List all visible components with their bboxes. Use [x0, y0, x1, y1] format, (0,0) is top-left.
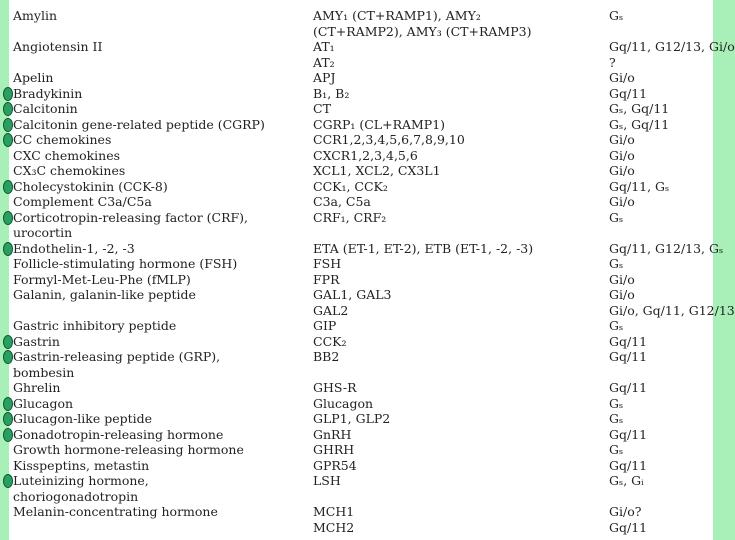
receptor-cell: CCK₁, CCK₂: [313, 178, 388, 194]
receptor-cell: XCL1, XCL2, CX3L1: [313, 163, 441, 178]
ligand-cell: Corticotropin-releasing factor (CRF),: [13, 209, 249, 225]
ligand-cell: Gastrin-releasing peptide (GRP),: [13, 349, 221, 364]
ligand-cell: Endothelin-1, -2, -3: [13, 240, 135, 256]
g-protein-cell: Gi/o?: [609, 504, 642, 519]
receptor-table: [9, 0, 735, 540]
receptor-cell: C3a, C5a: [313, 194, 371, 209]
receptor-cell: LSH: [313, 473, 341, 488]
receptor-cell: FPR: [313, 271, 340, 287]
g-protein-cell: Gi/o: [609, 132, 635, 147]
ligand-cell: urocortin: [13, 225, 73, 240]
g-protein-cell: Gi/o, Gq/11, G12/13: [609, 302, 735, 318]
receptor-cell: GPR54: [313, 457, 357, 473]
ligand-cell: Formyl-Met-Leu-Phe (fMLP): [13, 271, 191, 287]
g-protein-cell: Gi/o: [609, 147, 635, 163]
receptor-cell: CXCR1,2,3,4,5,6: [313, 147, 418, 163]
g-protein-cell: Gi/o: [609, 271, 635, 287]
g-protein-cell: Gq/11: [609, 380, 648, 395]
g-protein-cell: Gₛ, Gᵢ: [609, 473, 644, 488]
receptor-cell: GHS-R: [313, 380, 357, 395]
receptor-cell: CCR1,2,3,4,5,6,7,8,9,10: [313, 132, 465, 147]
highlight-marker: [3, 102, 13, 116]
ligand-cell: Growth hormone-releasing hormone: [13, 442, 244, 457]
ligand-cell: Cholecystokinin (CCK-8): [13, 178, 168, 194]
g-protein-cell: Gₛ, Gq/11: [609, 116, 670, 132]
ligand-cell: Calcitonin: [13, 101, 78, 116]
g-protein-cell: Gₛ, Gq/11: [609, 101, 670, 116]
g-protein-cell: Gₛ: [609, 318, 624, 333]
ligand-cell: Complement C3a/C5a: [13, 194, 152, 209]
ligand-cell: Galanin, galanin-like peptide: [13, 287, 196, 302]
receptor-cell: GAL1, GAL3: [313, 287, 392, 302]
g-protein-cell: Gₛ: [609, 442, 624, 457]
ligand-cell: Amylin: [13, 8, 57, 23]
receptor-cell: GnRH: [313, 426, 352, 442]
receptor-cell: CT: [313, 101, 331, 116]
receptor-cell: ETA (ET-1, ET-2), ETB (ET-1, -2, -3): [313, 240, 534, 256]
highlight-marker: [3, 87, 13, 101]
receptor-cell: B₁, B₂: [313, 85, 350, 101]
g-protein-cell: Gq/11: [609, 426, 648, 442]
receptor-cell: BB2: [313, 349, 340, 364]
g-protein-cell: Gi/o: [609, 70, 635, 85]
receptor-cell: MCH2: [313, 519, 355, 535]
ligand-cell: Calcitonin gene-related peptide (CGRP): [13, 116, 265, 132]
ligand-cell: CX₃C chemokines: [13, 163, 126, 178]
receptor-cell: GLP1, GLP2: [313, 411, 391, 426]
g-protein-cell: Gₛ: [609, 256, 624, 271]
ligand-cell: Glucagon-like peptide: [13, 411, 153, 426]
highlight-marker: [3, 211, 13, 225]
ligand-cell: choriogonadotropin: [13, 488, 139, 504]
highlight-marker: [3, 242, 13, 256]
highlight-marker: [3, 397, 13, 411]
g-protein-cell: Gq/11: [609, 85, 648, 101]
receptor-cell: FSH: [313, 256, 342, 271]
g-protein-cell: Gₛ: [609, 395, 624, 411]
g-protein-cell: Gₛ: [609, 8, 624, 23]
highlight-marker: [3, 428, 13, 442]
g-protein-cell: Gq/11: [609, 333, 648, 349]
ligand-cell: Ghrelin: [13, 380, 61, 395]
receptor-cell: CGRP₁ (CL+RAMP1): [313, 116, 446, 132]
receptor-cell: Glucagon: [313, 395, 374, 411]
receptor-cell: MCH1: [313, 504, 355, 519]
ligand-cell: Gastric inhibitory peptide: [13, 318, 177, 333]
receptor-cell: GHRH: [313, 442, 355, 457]
highlight-marker: [3, 335, 13, 349]
highlight-marker: [3, 133, 13, 147]
receptor-cell: CRF₁, CRF₂: [313, 209, 387, 225]
highlight-marker: [3, 118, 13, 132]
highlight-marker: [3, 412, 13, 426]
g-protein-cell: Gi/o: [609, 194, 635, 209]
ligand-cell: Follicle-stimulating hormone (FSH): [13, 256, 238, 271]
ligand-cell: Angiotensin II: [13, 39, 103, 54]
ligand-cell: Apelin: [13, 70, 54, 85]
receptor-cell: APJ: [313, 70, 336, 85]
g-protein-cell: Gₛ: [609, 209, 624, 225]
highlight-marker: [3, 350, 13, 364]
receptor-cell: CCK₂: [313, 333, 347, 349]
highlight-marker: [3, 474, 13, 488]
g-protein-cell: Gq/11: [609, 519, 648, 535]
g-protein-cell: Gₛ: [609, 411, 624, 426]
ligand-cell: Kisspeptins, metastin: [13, 457, 150, 473]
receptor-cell: GAL2: [313, 302, 349, 318]
g-protein-cell: Gi/o: [609, 163, 635, 178]
ligand-cell: Gastrin: [13, 333, 60, 349]
ligand-cell: CXC chemokines: [13, 147, 121, 163]
receptor-cell: (CT+RAMP2), AMY₃ (CT+RAMP3): [313, 23, 532, 39]
receptor-cell: AT₁: [313, 39, 335, 54]
receptor-cell: GIP: [313, 318, 337, 333]
g-protein-cell: Gq/11: [609, 457, 648, 473]
g-protein-cell: Gq/11, G12/13, Gi/o: [609, 39, 735, 54]
g-protein-cell: Gq/11, G12/13, Gₛ: [609, 240, 724, 256]
ligand-cell: CC chemokines: [13, 132, 112, 147]
ligand-cell: bombesin: [13, 364, 75, 380]
g-protein-cell: Gq/11: [609, 349, 648, 364]
g-protein-cell: Gq/11, Gₛ: [609, 178, 670, 194]
ligand-cell: Bradykinin: [13, 85, 83, 101]
receptor-cell: AMY₁ (CT+RAMP1), AMY₂: [313, 8, 481, 23]
ligand-cell: Gonadotropin-releasing hormone: [13, 426, 224, 442]
highlight-marker: [3, 180, 13, 194]
receptor-cell: AT₂: [313, 54, 335, 70]
ligand-cell: Glucagon: [13, 395, 74, 411]
g-protein-cell: ?: [609, 54, 616, 70]
ligand-cell: Melanin-concentrating hormone: [13, 504, 218, 519]
g-protein-cell: Gi/o: [609, 287, 635, 302]
ligand-cell: Luteinizing hormone,: [13, 473, 149, 488]
